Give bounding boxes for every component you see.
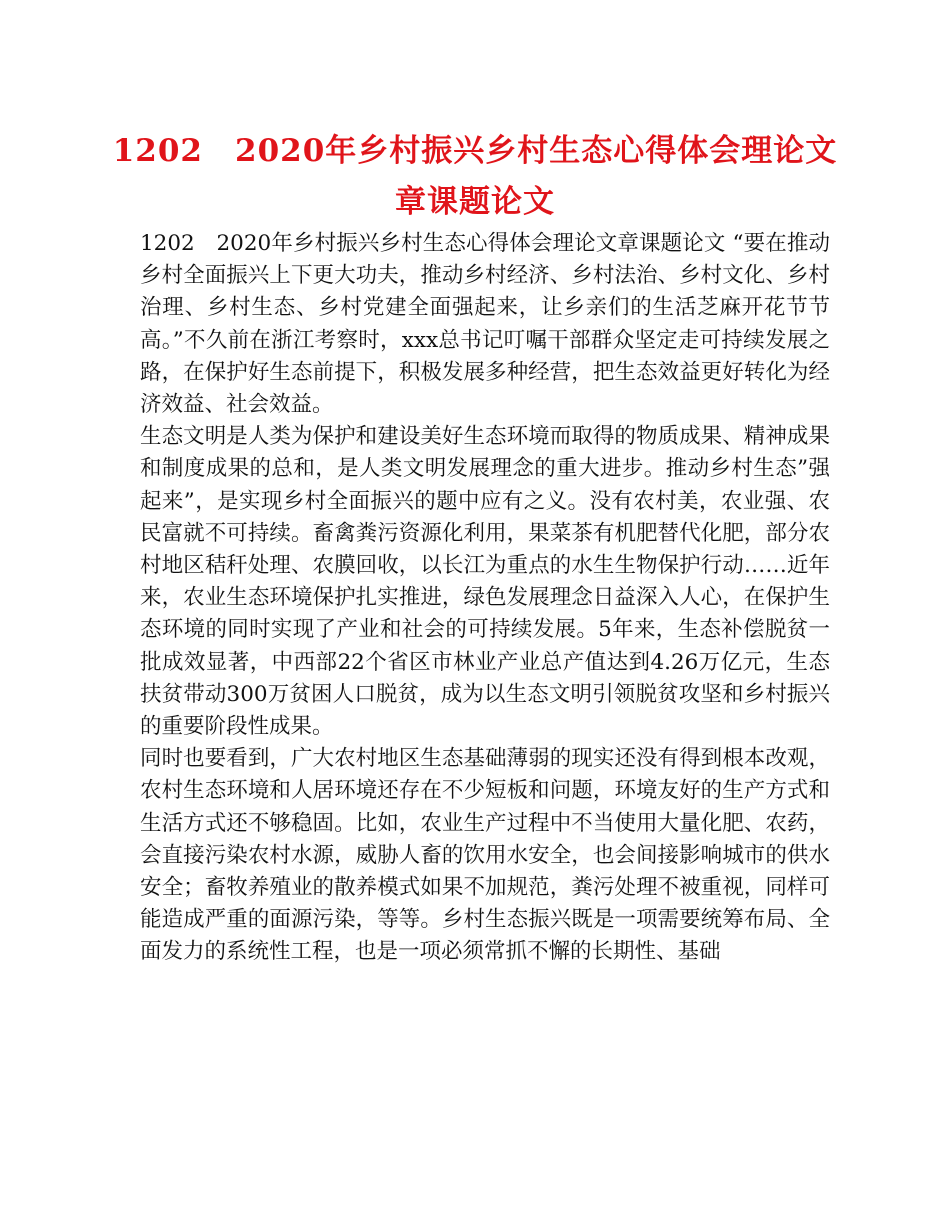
document-body (140, 228, 830, 969)
body-paragraph-1: 1202 2020年乡村振兴乡村生态心得体会理论文章课题论文 “要在推动乡村全面振兴上下更大功夫，推动乡村经济、乡村法治、乡村文化、乡村治理、乡村生态、乡村党建全面强起来，让乡亲们的生活芝麻开花节节高。”不久前在浙江考察时，xxx总书记叮嘱干部群众坚定走可持续发展之路，在保护好生态前提下，积极发展多种经营，把生态效益更好转化为经济效益、社会效益。 (140, 231, 830, 418)
body-paragraph-3: 同时也要看到，广大农村地区生态基础薄弱的现实还没有得到根本改观，农村生态环境和人居环境还存在不少短板和问题，环境友好的生产方式和生活方式还不够稳固。比如，农业生产过程中不当使用大量化肥、农药，会直接污染农村水源，威胁人畜的饮用水安全，也会间接影响城市的供水安全；畜牧养殖业的散养模式如果不加规范，粪污处理不被重视，同样可能造成严重的面源污染，等等。乡村生态振兴既是一项需要统筹布局、全面发力的系统性工程，也是一项必须常抓不懈的长期性、基础 (140, 746, 830, 965)
document-title: 1202 2020年乡村振兴乡村生态心得体会理论文章课题论文 (112, 133, 838, 220)
body-paragraph-2: 生态文明是人类为保护和建设美好生态环境而取得的物质成果、精神成果和制度成果的总和，是人类文明发展理念的重大进步。推动乡村生态”强起来”，是实现乡村全面振兴的题中应有之义。没有农村美，农业强、农民富就不可持续。畜禽粪污资源化利用，果菜茶有机肥替代化肥，部分农村地区秸秆处理、农膜回收，以长江为重点的水生生物保护行动……近年来，农业生态环境保护扎实推进，绿色发展理念日益深入人心，在保护生态环境的同时实现了产业和社会的可持续发展。5年来，生态补偿脱贫一批成效显著，中西部22个省区市林业产业总产值达到4.26万亿元，生态扶贫带动300万贫困人口脱贫，成为以生态文明引领脱贫攻坚和乡村振兴的重要阶段性成果。 (140, 424, 830, 740)
